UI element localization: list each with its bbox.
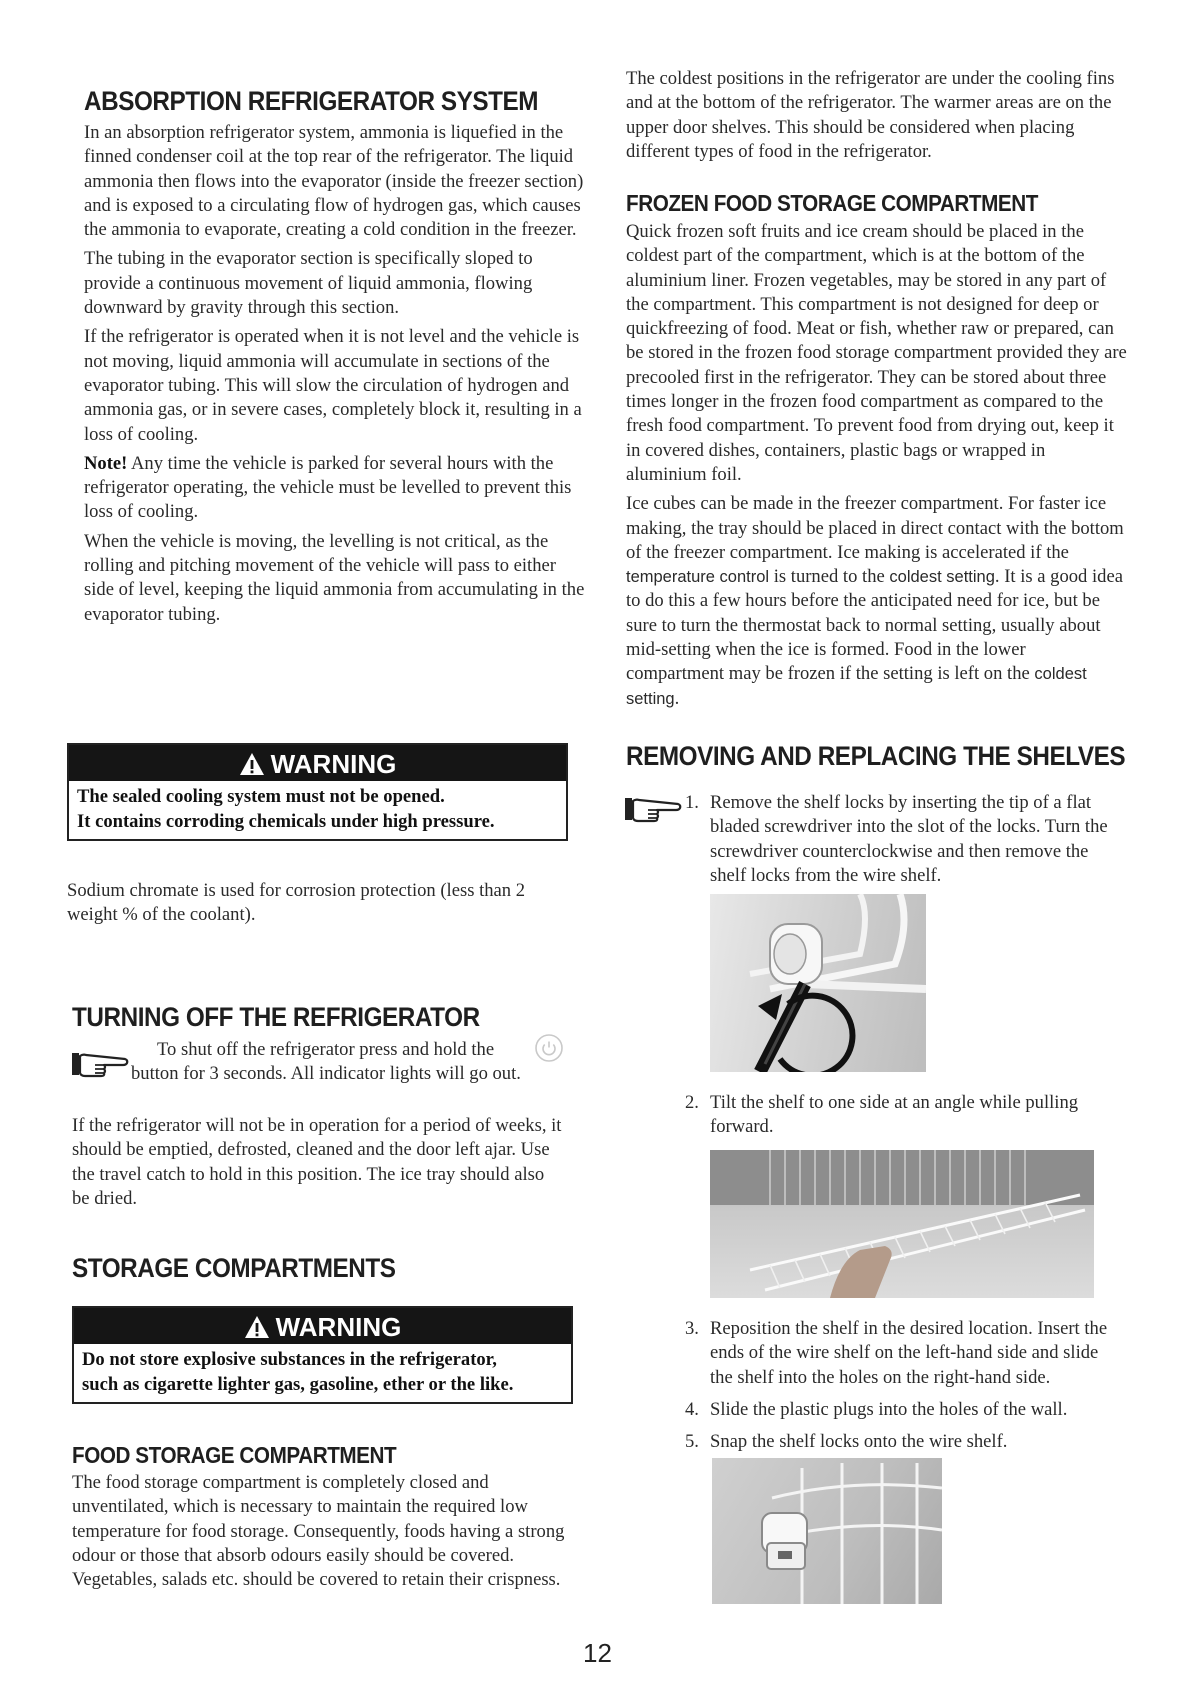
warning-line-2: It contains corroding chemicals under high pressure.	[77, 810, 495, 832]
note-label: Note!	[84, 452, 128, 474]
warning-body	[69, 781, 566, 839]
warning-box-sealed-system	[67, 743, 568, 841]
step-number: 5.	[685, 1431, 699, 1452]
step-text: Reposition the shelf in the desired location. Insert the ends of the wire shelf on the left-hand side and slide the shelf into the holes on the right-hand side.	[710, 1318, 1108, 1388]
warning-line-2: such as cigarette lighter gas, gasoline, ether or the like.	[82, 1373, 514, 1395]
turning-off-title: TURNING OFF THE REFRIGERATOR	[72, 1002, 480, 1032]
absorption-section	[84, 121, 586, 627]
absorption-paragraph-5: When the vehicle is moving, the levelling is not critical, as the rolling and pitching movement of the vehicle will pass to either side of level, keeping the liquid ammonia from accumulating in the evaporator tubing.	[84, 530, 585, 625]
food-storage-title: FOOD STORAGE COMPARTMENT	[72, 1442, 397, 1468]
warning-box-explosives	[72, 1306, 573, 1404]
turning-off-paragraph: If the refrigerator will not be in operation for a period of weeks, it should be emptied, defrosted, cleaned and the door left ajar. Use the travel catch to hold in this position. The ice tray should also be dried.	[72, 1115, 562, 1209]
frozen-food-paragraph-1: Quick frozen soft fruits and ice cream should be placed in the coldest part of the compartment, which is at the bottom of the aluminium liner. Frozen vegetables, may be stored in any part of the compartment. This compartment is not designed for deep or quickfreezing of food. Meat or fish, whether raw or prepared, can be stored in the frozen food storage compartment provided they are precooled first in the refrigerator. They can be stored about three times longer in the frozen food compartment as compared to the fresh food compartment. To prevent food from drying out, keep it in covered dishes, containers, plastic bags or wrapped in aluminium foil.	[626, 221, 1127, 485]
food-storage-paragraph: The food storage compartment is completely closed and unventilated, which is necessary to maintain the required low temperature for food storage. Consequently, foods having a strong odour or those that absorb odours easily should be covered. Vegetables, salads etc. should be covered to retain their crispness.	[72, 1472, 565, 1591]
warning-line-1: The sealed cooling system must not be opened.	[77, 786, 445, 807]
photo-tilt-shelf	[710, 1150, 1094, 1298]
warning-triangle-icon	[239, 752, 265, 776]
absorption-note	[84, 452, 586, 525]
step-text: Snap the shelf locks onto the wire shelf.	[710, 1431, 1008, 1452]
coldest-positions-text: The coldest positions in the refrigerator are under the cooling fins and at the bottom of the refrigerator. The warmer areas are on the upper door shelves. This should be considered when placing different types of food in the refrigerator.	[626, 68, 1115, 162]
warning-label: WARNING	[275, 1312, 402, 1342]
step-text: Slide the plastic plugs into the holes of the wall.	[710, 1399, 1068, 1420]
absorption-paragraph-3: If the refrigerator is operated when it is not level and the vehicle is not moving, liquid ammonia will accumulate in sections of the evaporator tubing. This will slow the circulation of hydrogen and ammonia gas, or in severe cases, completely block it, resulting in a loss of cooling.	[84, 326, 582, 445]
turn-off-instruction	[131, 1038, 571, 1087]
temperature-control-term: temperature control	[626, 568, 770, 587]
warning-header	[74, 1308, 571, 1344]
warning-line-1: Do not store explosive substances in the refrigerator,	[82, 1349, 497, 1370]
shelves-title: REMOVING AND REPLACING THE SHELVES	[626, 741, 1126, 771]
warning-label: WARNING	[270, 749, 397, 779]
page-number: 12	[583, 1638, 612, 1668]
note-text: Any time the vehicle is parked for several hours with the refrigerator operating, the vehicle must be levelled to prevent this loss of cooling.	[84, 452, 572, 523]
step-text: Tilt the shelf to one side at an angle while pulling forward.	[710, 1092, 1079, 1138]
absorption-paragraph-2: The tubing in the evaporator section is specifically sloped to provide a continuous movement of liquid ammonia, flowing downward by gravity through this section.	[84, 248, 533, 319]
absorption-title: ABSORPTION REFRIGERATOR SYSTEM	[84, 86, 539, 116]
frozen-food-title: FROZEN FOOD STORAGE COMPARTMENT	[626, 190, 1038, 216]
photo-remove-shelf-lock	[710, 894, 926, 1072]
warning-header	[69, 745, 566, 781]
sodium-chromate-text: Sodium chromate is used for corrosion protection (less than 2 weight % of the coolant).	[67, 880, 526, 926]
step-text: Remove the shelf locks by inserting the tip of a flat bladed screwdriver into the slot of the locks. Turn the screwdriver counterclockwise and then remove the shelf locks from the wire shelf.	[710, 792, 1108, 886]
pointing-hand-icon	[624, 796, 682, 823]
photo-snap-shelf-lock	[712, 1458, 942, 1604]
pointing-hand-icon	[71, 1051, 129, 1078]
frozen-food-section	[626, 220, 1128, 711]
frozen-food-paragraph-2: Ice cubes can be made in the freezer compartment. For faster ice making, the tray should be placed in direct contact with the bottom of the freezer compartment. Ice making is accelerated if the temperature control is turned to the coldest setting. It is a good idea to do this a few hours before the anticipated need for ice, but be sure to turn the thermostat back to normal setting, usually about mid-setting when the ice is formed. Food in the lower compartment may be frozen if the setting is left on the coldest setting.	[626, 493, 1124, 709]
step-number: 4.	[685, 1399, 699, 1420]
turn-off-instruction-part-1: To shut off the refrigerator press and hold the	[157, 1039, 495, 1060]
warning-body	[74, 1344, 571, 1402]
turn-off-instruction-part-2: button for 3 seconds. All indicator lights will go out.	[131, 1063, 521, 1085]
coldest-setting-term-2: coldest setting	[626, 665, 1087, 708]
step-number: 3.	[685, 1318, 699, 1339]
step-number: 2.	[685, 1092, 699, 1113]
power-button-icon	[534, 1033, 564, 1063]
warning-triangle-icon	[244, 1315, 270, 1339]
storage-compartments-title: STORAGE COMPARTMENTS	[72, 1253, 396, 1283]
absorption-paragraph-1: In an absorption refrigerator system, ammonia is liquefied in the finned condenser coil at the top rear of the refrigerator. The liquid ammonia then flows into the evaporator (inside the freezer section) and is exposed to a circulating flow of hydrogen gas, which causes the ammonia to evaporate, creating a cold condition in the freezer.	[84, 122, 584, 241]
step-number: 1.	[685, 792, 699, 813]
coldest-setting-term: coldest setting	[889, 568, 995, 587]
